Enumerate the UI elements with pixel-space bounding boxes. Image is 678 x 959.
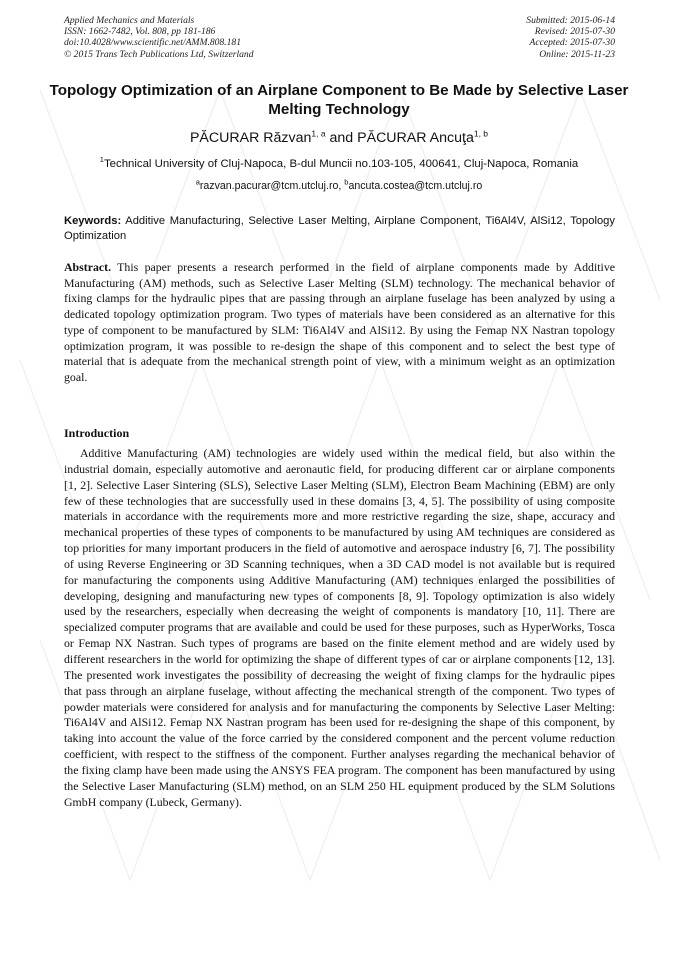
journal-name: Applied Mechanics and Materials	[64, 15, 195, 26]
issn-line: ISSN: 1662-7482, Vol. 808, pp 181-186	[64, 26, 216, 38]
author-2: PĂCURAR Ancuţa	[357, 130, 474, 146]
keywords-label: Keywords:	[64, 215, 122, 227]
author-2-affiliation-mark: 1, b	[473, 128, 489, 139]
paper-title: Topology Optimization of an Airplane Component to Be Made by Selective Laser Melting Technology	[49, 82, 629, 118]
accepted-date: Accepted: 2015-07-30	[529, 37, 615, 49]
keywords-text: Additive Manufacturing, Selective Laser Melting, Airplane Component, Ti6Al4V, AlSi12, Topology Optimization	[64, 215, 615, 242]
affiliation-text: Technical University of Cluj-Napoca, B-dul Muncii no.103-105, 400641, Cluj-Napoca, Romania	[103, 158, 579, 170]
copyright-line: © 2015 Trans Tech Publications Ltd, Switzerland	[64, 48, 254, 60]
header-publication-info	[64, 15, 254, 60]
introduction-heading: Introduction	[64, 426, 130, 440]
abstract-label: Abstract.	[64, 260, 112, 274]
affiliation-mark: 1	[99, 155, 104, 165]
author-1: PĂCURAR Răzvan	[189, 130, 312, 146]
introduction-paragraph: Additive Manufacturing (AM) technologies are widely used within the medical field, but also within the industrial domain, especially automotive and aeronautic field, for producing different car or airplane components [1, 2]. Selective Laser Sintering (SLS), Selective Laser Melting (SLM), Electron Beam Machining (EBM) are only few of these technologies that are successfully used in these domains [3, 4, 5]. The possibility of using composite materials in accordance with the requirements more and more restrictive regarding the size, shape, accuracy and mechanical properties of these types of components to be manufactured by using AM techniques are considered as top priorities for many important producers in the field of automotive and aerospace industry [6, 7]. The possibility of using Reverse Engineering or 3D Scanning techniques, when a 3D CAD model is not available but is required for manufacturing the components using Additive Manufacturing (AM) techniques enlarged the possibilities of developing, designing and manufacturing new types of components [8, 9]. Topology optimization is also widely used by the researchers, especially when decreasing the weight of components is mandatory [10, 11]. There are specialized computer programs that are available and could be used for these purposes, such as HyperWorks, Tosca or Femap NX Nastran. Such types of programs are based on the finite element method and are widely used by different researchers in the world for optimizing the shape of different types of car or airplane components [12, 13]. The presented work investigates the possibility of decreasing the weight of fixing clamps for the hydraulic pipes that pass through an airplane fuselage, without affecting the mechanical strength of the component. Two types of powder materials were considered for analysis and for manufacturing the components by Selective Laser Melting: Ti6Al4V and AlSi12. Femap NX Nastran program has been used for re-designing the shape of this component, by taking into account the value of the force carried by the considered component and the percent volume reduction coefficient, with respect to the stiffness of the component. Further analyses regarding the mechanical behavior of the fixing clamp have been made using the ANSYS FEA program. The component has been manufactured by using the Selective Laser Manufacturing (SLM) method, on an SLM 250 HL equipment produced by the SLM Solutions GmbH company (Lubeck, Germany).	[64, 446, 615, 809]
email-b-mark: b	[344, 177, 349, 187]
abstract-text: This paper presents a research performed in the field of airplane components made by Additive Manufacturing (AM) methods, such as Selective Laser Melting (SLM) technology. The mechanical behavior of fixing clamps for the hydraulic pipes that are passing through an airplane fuselage has been analyzed by using a dedicated topology optimization program. Two types of materials have been considered as an alternative for this type of component to be manufactured by SLM: Ti6Al4V and AlSi12. By using the Femap NX Nastran topology optimization program, it was possible to re-design the shape of this component and to select the best type of material that is adequate from the mechanical strength point of view, with a minimum weight as an optimization goal.	[64, 260, 615, 384]
header-dates	[526, 15, 615, 60]
email-b: ancuta.costea@tcm.utcluj.ro	[348, 180, 483, 192]
online-date: Online: 2015-11-23	[539, 48, 615, 60]
author-joiner: and	[325, 130, 358, 146]
revised-date: Revised: 2015-07-30	[534, 26, 615, 38]
author-line	[40, 129, 638, 147]
author-1-affiliation-mark: 1, a	[311, 128, 326, 139]
submitted-date: Submitted: 2015-06-14	[526, 15, 615, 26]
keywords-block	[64, 214, 615, 243]
abstract-block	[64, 260, 615, 386]
email-a-mark: a	[195, 177, 200, 187]
email-line	[40, 179, 638, 193]
doi-line: doi:10.4028/www.scientific.net/AMM.808.181	[64, 37, 242, 49]
email-a: razvan.pacurar@tcm.utcluj.ro,	[199, 180, 345, 192]
affiliation	[40, 157, 638, 171]
